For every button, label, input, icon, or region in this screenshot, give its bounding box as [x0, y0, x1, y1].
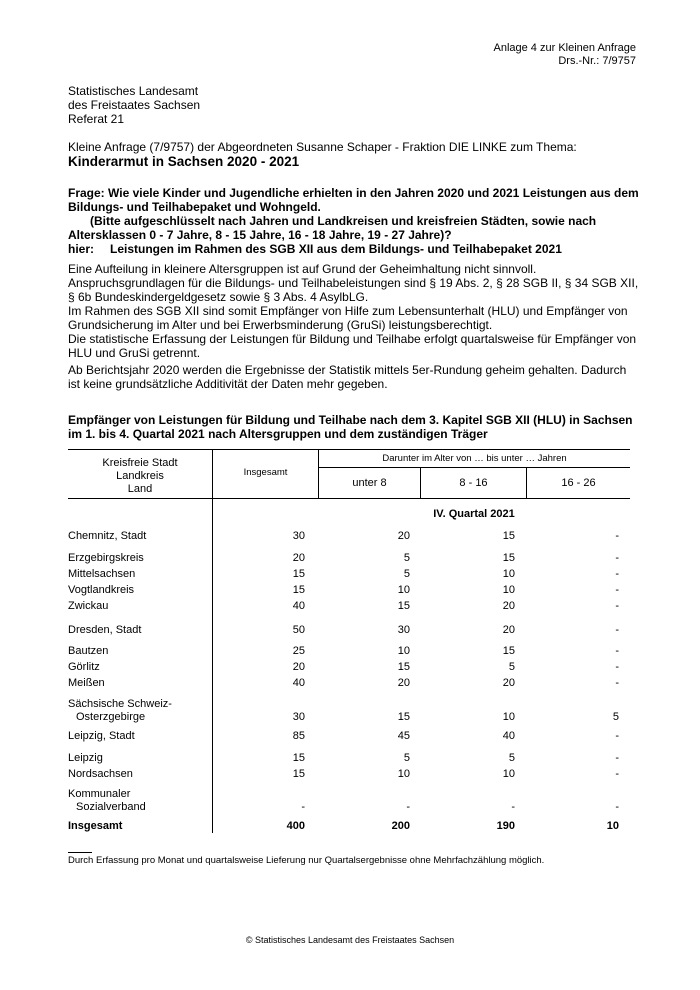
row-total: 20 — [292, 661, 305, 673]
document-number: Drs.-Nr.: 7/9757 — [558, 55, 636, 67]
row-name: Dresden, Stadt — [68, 624, 142, 636]
row-under-8: 10 — [397, 584, 410, 596]
row-total: 25 — [292, 645, 305, 657]
para-line-9: ist keine grundsätzliche Additivität der Daten mehr gegeben. — [68, 377, 388, 391]
header-age-group: Darunter im Alter von … bis unter … Jahren — [382, 453, 567, 464]
header-age-16-26: 16 - 26 — [561, 477, 596, 489]
row-under-8: - — [406, 801, 410, 813]
row-name: Kommunaler — [68, 788, 131, 800]
row-name: Leipzig, Stadt — [68, 730, 135, 742]
inquiry-intro: Kleine Anfrage (7/9757) der Abgeordneten Susanne Schaper - Fraktion DIE LINKE zum Thema: — [68, 140, 577, 154]
row-under-8: 15 — [397, 600, 410, 612]
row-16-26: 5 — [612, 711, 619, 723]
row-16-26: - — [615, 568, 619, 580]
footnote: Durch Erfassung pro Monat und quartalsweise Lieferung nur Quartalsergebnisse ohne Mehrfachzählung möglich. — [68, 855, 545, 866]
row-8-16: 15 — [502, 552, 515, 564]
row-name: Görlitz — [68, 661, 100, 673]
annex-label: Anlage 4 zur Kleinen Anfrage — [493, 42, 636, 54]
row-8-16: 10 — [502, 711, 515, 723]
row-total: 30 — [292, 711, 305, 723]
row-name: Mittelsachsen — [68, 568, 136, 580]
row-name: Vogtlandkreis — [68, 584, 135, 596]
header-region-1: Kreisfreie Stadt — [102, 457, 178, 469]
table-top-rule — [68, 449, 630, 450]
row-8-16: 5 — [508, 752, 515, 764]
explanation-paragraph — [68, 262, 658, 360]
table-title — [68, 413, 638, 441]
row-total: 20 — [292, 552, 305, 564]
row-under-8: 200 — [391, 820, 410, 832]
scope-text: Leistungen im Rahmen des SGB XII aus dem Bildungs- und Teilhabepaket 2021 — [110, 242, 562, 256]
row-name: Zwickau — [68, 600, 109, 612]
row-total: 15 — [292, 568, 305, 580]
para-line-6: Die statistische Erfassung der Leistungen für Bildung und Teilhabe erfolgt quartalsweise für Empfänger von — [68, 332, 637, 346]
row-total: 50 — [292, 624, 305, 636]
row-under-8: 45 — [397, 730, 410, 742]
para-line-3: § 6b Bundeskindergeldgesetz sowie § 3 Abs. 4 AsylbLG. — [68, 290, 369, 304]
row-8-16: 15 — [502, 530, 515, 542]
row-under-8: 15 — [397, 661, 410, 673]
row-16-26: - — [615, 552, 619, 564]
row-under-8: 20 — [397, 530, 410, 542]
question-block — [68, 186, 648, 256]
row-8-16: 10 — [502, 568, 515, 580]
inquiry-topic: Kinderarmut in Sachsen 2020 - 2021 — [68, 154, 300, 169]
question-line-1: Frage: Wie viele Kinder und Jugendliche erhielten in den Jahren 2020 und 2021 Leistungen aus dem — [68, 186, 639, 200]
row-16-26: - — [615, 768, 619, 780]
header-total: Insgesamt — [243, 467, 288, 478]
inquiry-block — [68, 140, 577, 170]
footnote-rule — [68, 852, 92, 853]
table-header-bottom-rule — [68, 498, 630, 499]
header-region-2: Landkreis — [116, 470, 164, 482]
para-line-4: Im Rahmen des SGB XII sind somit Empfänger von Hilfe zum Lebensunterhalt (HLU) und Empfänger von — [68, 304, 628, 318]
row-total: 400 — [286, 820, 305, 832]
row-total: 15 — [292, 768, 305, 780]
row-total: 30 — [292, 530, 305, 542]
row-under-8: 15 — [397, 711, 410, 723]
office-address — [68, 84, 200, 126]
row-name: Bautzen — [68, 645, 109, 657]
table-title-line-1: Empfänger von Leistungen für Bildung und Teilhabe nach dem 3. Kapitel SGB XII (HLU) in Sachsen — [68, 413, 633, 427]
table-subheader-rule — [318, 467, 630, 468]
header-age-8-16: 8 - 16 — [459, 477, 488, 489]
scope-label: hier: — [68, 242, 95, 256]
document-annex-header — [494, 42, 637, 68]
row-16-26: - — [615, 624, 619, 636]
row-name: Sächsische Schweiz- — [68, 698, 172, 710]
row-16-26: - — [615, 730, 619, 742]
row-8-16: 20 — [502, 624, 515, 636]
para-line-7: HLU und GruSi getrennt. — [68, 346, 201, 360]
header-age-under-8: unter 8 — [352, 477, 387, 489]
row-16-26: - — [615, 584, 619, 596]
row-total: 15 — [292, 584, 305, 596]
row-8-16: 10 — [502, 584, 515, 596]
para-line-2: Anspruchsgrundlagen für die Bildungs- und Teilhabeleistungen sind § 19 Abs. 2, § 28 SGB II, § 34 SGB XII, — [68, 276, 639, 290]
row-total: 15 — [292, 752, 305, 764]
row-8-16: 10 — [502, 768, 515, 780]
row-16-26: - — [615, 801, 619, 813]
office-line-1: Statistisches Landesamt — [68, 84, 199, 98]
row-total: 40 — [292, 677, 305, 689]
para-line-1: Eine Aufteilung in kleinere Altersgruppen ist auf Grund der Geheimhaltung nicht sinnvoll. — [68, 262, 537, 276]
row-16-26: 10 — [606, 820, 619, 832]
row-8-16: 20 — [502, 600, 515, 612]
rounding-paragraph — [68, 363, 658, 391]
row-name: Nordsachsen — [68, 768, 133, 780]
question-scope — [68, 242, 648, 256]
header-region — [68, 457, 212, 496]
row-under-8: 5 — [403, 552, 410, 564]
row-16-26: - — [615, 645, 619, 657]
row-total: 85 — [292, 730, 305, 742]
row-16-26: - — [615, 677, 619, 689]
row-16-26: - — [615, 530, 619, 542]
question-line-2: Bildungs- und Teilhabepaket und Wohngeld. — [68, 200, 321, 214]
para-line-5: Grundsicherung im Alter und bei Erwerbsminderung (GruSi) leistungsberechtigt. — [68, 318, 493, 332]
row-name: Meißen — [68, 677, 105, 689]
row-name-continued: Osterzgebirge — [76, 711, 146, 723]
row-total: - — [301, 801, 305, 813]
section-heading: IV. Quartal 2021 — [433, 508, 515, 520]
row-name-continued: Sozialverband — [76, 801, 146, 813]
row-under-8: 5 — [403, 752, 410, 764]
row-8-16: 15 — [502, 645, 515, 657]
row-under-8: 10 — [397, 768, 410, 780]
row-under-8: 20 — [397, 677, 410, 689]
row-under-8: 5 — [403, 568, 410, 580]
row-name: Leipzig — [68, 752, 103, 764]
row-total: 40 — [292, 600, 305, 612]
office-line-2: des Freistaates Sachsen — [68, 98, 201, 112]
question-line-4: Altersklassen 0 - 7 Jahre, 8 - 15 Jahre, 16 - 18 Jahre, 19 - 27 Jahre)? — [68, 228, 452, 242]
row-16-26: - — [615, 600, 619, 612]
row-8-16: 5 — [508, 661, 515, 673]
table-title-line-2: im 1. bis 4. Quartal 2021 nach Altersgruppen und dem zuständigen Träger — [68, 427, 488, 441]
question-line-3: (Bitte aufgeschlüsselt nach Jahren und Landkreisen und kreisfreien Städten, sowie nach — [90, 214, 597, 228]
row-8-16: 190 — [496, 820, 515, 832]
row-under-8: 30 — [397, 624, 410, 636]
row-8-16: 20 — [502, 677, 515, 689]
copyright: © Statistisches Landesamt des Freistaates Sachsen — [245, 935, 455, 945]
row-16-26: - — [615, 752, 619, 764]
office-line-3: Referat 21 — [68, 112, 125, 126]
row-name: Insgesamt — [68, 820, 123, 832]
row-8-16: - — [511, 801, 515, 813]
row-name: Chemnitz, Stadt — [68, 530, 147, 542]
row-8-16: 40 — [502, 730, 515, 742]
para-line-8: Ab Berichtsjahr 2020 werden die Ergebnisse der Statistik mittels 5er-Rundung geheim gehalten. Dadurch — [68, 363, 627, 377]
row-name: Erzgebirgskreis — [68, 552, 144, 564]
header-region-3: Land — [127, 483, 153, 495]
row-16-26: - — [615, 661, 619, 673]
row-under-8: 10 — [397, 645, 410, 657]
